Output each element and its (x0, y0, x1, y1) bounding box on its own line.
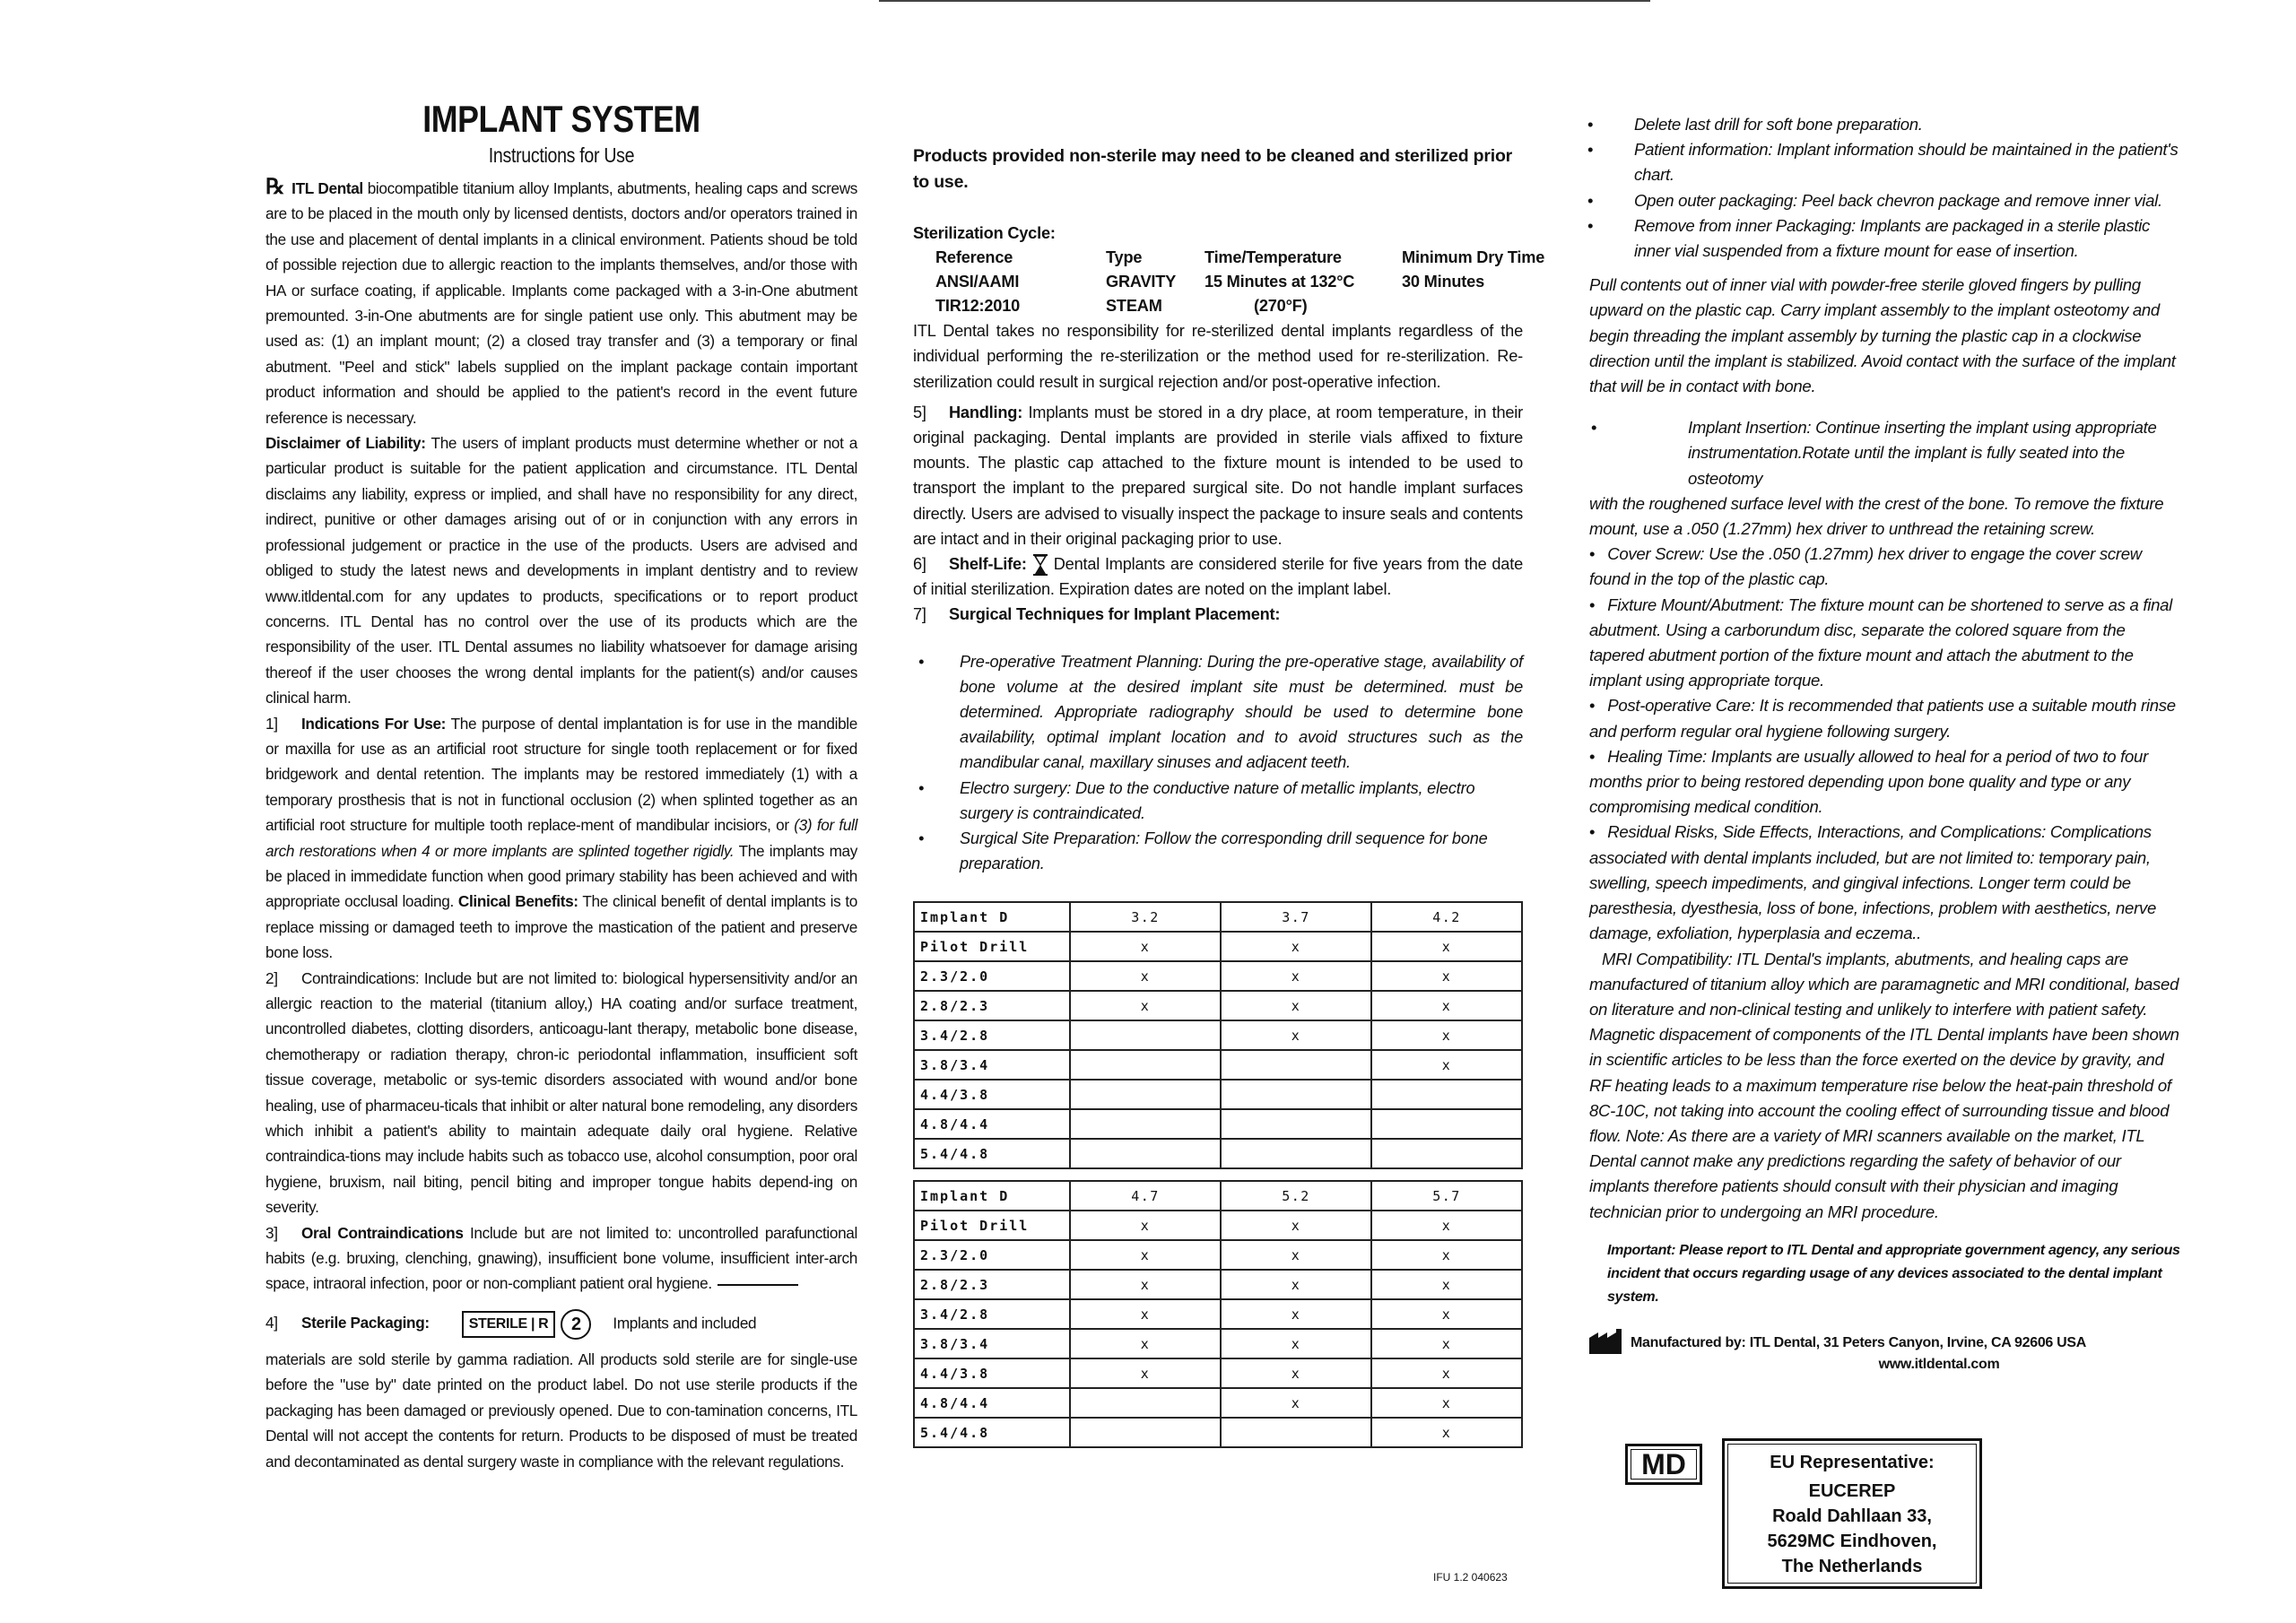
steril-cell: Reference (935, 248, 1013, 267)
insertion-lead-text: Implant Insertion: Continue inserting the implant using appropriate instrumentation.Rotate until the implant is fully seated into the osteotomy (1688, 418, 2157, 488)
clinical-benefits-heading: Clinical Benefits: (457, 892, 578, 911)
table-cell (1070, 1109, 1221, 1139)
steril-cell (1402, 294, 1581, 318)
steril-cell: (270°F) (1254, 297, 1308, 316)
table-cell (1371, 1139, 1522, 1168)
steril-cell: GRAVITY (1106, 273, 1177, 291)
disclaimer-paragraph (265, 430, 857, 710)
table-cell: x (1221, 932, 1371, 961)
column-right (1589, 112, 2181, 1376)
table-cell (1221, 1080, 1371, 1109)
steril-cell: Type (1106, 248, 1143, 267)
table-cell: x (1070, 1358, 1221, 1388)
table-cell: x (1221, 991, 1371, 1020)
table-cell (1070, 1418, 1221, 1447)
table-cell: 4.2 (1371, 902, 1522, 932)
table-cell: 2.3/2.0 (914, 961, 1070, 991)
sterile-r-label: R (538, 1316, 549, 1332)
section-4-heading-line (265, 1309, 857, 1340)
table-cell (1070, 1139, 1221, 1168)
table-row (914, 1329, 1522, 1358)
table-cell (1371, 1080, 1522, 1109)
right-item-text: Post-operative Care: It is recommended that patients use a suitable mouth rinse and perform regular oral hygiene following surgery. (1589, 696, 2176, 741)
table-cell: x (1371, 1329, 1522, 1358)
eu-rep-line: EUCEREP (1808, 1481, 1896, 1501)
column-left (265, 99, 857, 1474)
section-5-heading: Handling: (949, 403, 1023, 421)
table-row (914, 1358, 1522, 1388)
section-7-heading: Surgical Techniques for Implant Placement: (949, 605, 1281, 624)
table-cell: x (1070, 1211, 1221, 1240)
non-sterile-notice: Products provided non-sterile may need to be cleaned and sterilized prior to use. (913, 146, 1513, 192)
pull-contents-text: Pull contents out of inner vial with powder-free sterile gloved fingers by pulling upward on the plastic cap. Carry implant assembly to the implant osteotomy and begin threading the implant assembly by turning the plastic cap in a clockwise direction until the implant is stabilized. Avoid contact with the surface of the implant that will be in contact with bone. (1589, 275, 2176, 396)
section-2-text: Include but are not limited to: biological hypersensitivity and/or an allergic reaction to the material (titanium alloy,) HA coating and/or surface treatment, uncontrolled diabetes, clotting disorders, anticoagu-lant therapy, metabolic bone disease, chemotherapy or radiation therapy, chron-ic periodontal inflammation, insufficient soft tissue coverage, metabolic or sys-temic disorders associated with wound and/or bone healing, use of pharmaceu-ticals that inhibit or alter natural bone remodeling, any disorders which inhibit a patient's ability to maintain adequate daily oral hygiene. Relative contraindica-tions may include habits such as tobacco use, alcohol consumption, poor oral hygiene, bruxism, nail biting, pencil biting and improper tongue habits depend-ing on severity. (265, 968, 857, 1217)
table-cell (1070, 1050, 1221, 1080)
bullet-dot: • (1589, 822, 1596, 842)
table-cell: x (1221, 1270, 1371, 1299)
section-4-after: Implants and included (613, 1314, 757, 1332)
section-5-text: Implants must be stored in a dry place, at room temperature, in their original packaging. Dental implants are provided in sterile vials affixed to fixture mounts. The plastic cap attached to the fixture mount is intended to be used to transport the implant to the prepared surgical site. Do not handle implant surfaces directly. Users are advised to visually inspect the package to insure seals and contents are intact and in their original packaging prior to use. (913, 403, 1523, 548)
table-cell (1070, 1020, 1221, 1050)
table-cell: x (1371, 1418, 1522, 1447)
table-row (914, 1270, 1522, 1299)
table-cell: 3.4/2.8 (914, 1020, 1070, 1050)
section-7-number: 7] (913, 605, 926, 624)
table-header-row (914, 1181, 1522, 1211)
eu-rep-line: 5629MC Eindhoven, (1767, 1532, 1937, 1551)
section-6-shelf-life (913, 551, 1523, 602)
bullet-item: • Patient information: Implant information should be maintained in the patient's chart. (1589, 137, 2181, 187)
section-1-italic: (3) for full arch restorations when 4 or more implants are splinted together rigidly. (265, 816, 857, 860)
table-cell: x (1221, 1329, 1371, 1358)
intro-text: biocompatible titanium alloy Implants, abutments, healing caps and screws are to be placed in the mouth only by licensed dentists, doctors and/or operators trained in the use and placement of dental implants in a clinical environment. Patients shoud be told of possible rejection due to allergic reaction to the implants themselves, and/or those with HA or surface coating, if applicable. Implants come packaged with a 3-in-One abutment premounted. 3-in-One abutments are for single patient use only. This abutment may be used as: (1) an implant mount; (2) a closed tray transfer and (3) a temporary or final abutment. "Peel and stick" labels supplied on the implant package contain important product information and should be applied to the patient's record in the event future reference is necessary. (265, 179, 857, 427)
table-cell (1221, 1109, 1371, 1139)
steril-cell: Minimum Dry Time (1402, 248, 1545, 267)
drill-table-1 (913, 901, 1523, 1169)
table-cell: 4.7 (1070, 1181, 1221, 1211)
section-3-oral-contraindications (265, 1220, 857, 1297)
disclaimer-text: The users of implant products must determine whether or not a particular product is suitable for the patient application and circumstance. ITL Dental disclaims any liability, express or implied, and shall have no responsibility for any direct, indirect, punitive or other damages arising out of or in conjunction with any errors in professional judgement or practice in the use of the products. Users are advised and obliged to study the latest news and developments in implant dentistry and to review www.itldental.com for any updates to products, specifications or to report product concerns. ITL Dental has no control over the use of its products which are the responsibility of the user. ITL Dental assumes no liability whatsoever for damage arising thereof if the user chooses the wrong dental implants for the patient(s) and/or causes clinical harm. (265, 434, 857, 707)
section-6-text: Dental Implants are considered sterile for five years from the date of initial sterilization. Expiration dates are noted on the implant label. (913, 555, 1523, 599)
rx-icon: ℞ (265, 173, 285, 199)
manufacturer-icon (1589, 1329, 1627, 1354)
intro-brand: ITL Dental (291, 179, 363, 197)
table-cell (1221, 1050, 1371, 1080)
insertion-rest: with the roughened surface level with the crest of the bone. To remove the fixture mount, use a .050 (1.27mm) hex driver to unthread the retaining screw. (1589, 493, 2164, 539)
section-4-text: materials are sold sterile by gamma radiation. All products sold sterile are for single-use before the "use by" date printed on the product label. Do not use sterile products if the packaging has been damaged or previously opened. Due to con-tamination concerns, ITL Dental will not accept the contents for return. Products to be disposed of must be treated and decontaminated as dental surgery waste in compliance with the relevant regulations. (265, 1350, 857, 1471)
section-4-number: 4] (265, 1314, 278, 1332)
section-2-heading: Contraindications: (301, 968, 420, 987)
steril-cell: STEAM (1106, 297, 1162, 316)
md-symbol: MD (1625, 1444, 1702, 1485)
right-item (1589, 693, 2181, 743)
section-4-heading: Sterile Packaging: (301, 1314, 430, 1332)
table-cell: x (1070, 961, 1221, 991)
section-3-heading: Oral Contraindications (301, 1223, 464, 1242)
table-cell: 5.4/4.8 (914, 1418, 1070, 1447)
section-3-text: Include but are not limited to: uncontrolled parafunctional habits (e.g. bruxing, clenching, gnawing), insufficient bone volume, insufficient inter-arch space, intraoral infection, poor or non-compliant patient oral hygiene. (265, 1223, 857, 1293)
steril-cell: ANSI/AAMI (935, 273, 1020, 291)
table-cell: x (1221, 1388, 1371, 1418)
table-row (914, 991, 1522, 1020)
table-cell: x (1371, 932, 1522, 961)
table-cell: x (1371, 1240, 1522, 1270)
mri-compatibility: MRI Compatibility: ITL Dental's implants, abutments, and healing caps are manufactured of titanium alloy which are paramagnetic and MRI conditional, based on literature and non-clinical testing and unlikely to interfere with patient safety. Magnetic dispacement of components of the ITL Dental implants have been shown in scientific articles to be less than the force exerted on the device by gravity, and RF heating leads to a maximum temperature rise below the heat-pain threshold of 8C-10C, not taking into account the cooling effect of surrounding tissue and blood flow. Note: As there are a variety of MRI scanners available on the market, ITL Dental cannot make any predictions regarding the safety of behavior of our implants therefore patients should consult with their physician and imaging technician prior to undergoing an MRI procedure. (1589, 949, 2179, 1221)
table-cell: x (1070, 1329, 1221, 1358)
table-cell: x (1070, 1299, 1221, 1329)
table-cell: 3.8/3.4 (914, 1329, 1070, 1358)
table-cell (1221, 1139, 1371, 1168)
section-2-number: 2] (265, 968, 278, 987)
table-cell: 5.7 (1371, 1181, 1522, 1211)
clinical-benefits-text: The clinical benefit of dental implants is to replace missing or damaged teeth to improve the mastication of the patient and preserve bone loss. (265, 892, 857, 962)
bullet-item: • Surgical Site Preparation: Follow the corresponding drill sequence for bone preparation. (913, 826, 1523, 876)
table-cell: x (1371, 961, 1522, 991)
sterilization-heading: Sterilization Cycle: (913, 224, 1056, 242)
table-cell: x (1371, 1020, 1522, 1050)
website-text: www.itldental.com (1878, 1356, 2000, 1372)
bullet-dot: • (1589, 696, 1596, 716)
drill-table-2 (913, 1180, 1523, 1448)
table-cell: x (1371, 1299, 1522, 1329)
table-cell: 3.2 (1070, 902, 1221, 932)
hourglass-icon (1032, 553, 1048, 577)
table-cell: x (1221, 1240, 1371, 1270)
divider-line (718, 1284, 798, 1286)
table-cell (1070, 1080, 1221, 1109)
table-cell: x (1371, 1388, 1522, 1418)
table-cell: x (1070, 1240, 1221, 1270)
table-cell: x (1070, 1270, 1221, 1299)
table-cell: x (1221, 1211, 1371, 1240)
bullet-item: • Pre-operative Treatment Planning: During the pre-operative stage, availability of bone volume at the desired implant site must be determined. must be determined. Appropriate radiography should be used to determine bone availability, optimal implant location and to avoid structures such as the mandibular canal, maxillary sinuses and adjacent teeth. (913, 649, 1523, 776)
section-1-text-2: The implants may be placed in immedidate function when good primary stability has been achieved and with appropriate occlusal loading. (265, 841, 857, 911)
section-2-contraindications (265, 966, 857, 1220)
table-cell: x (1371, 1211, 1522, 1240)
table-row (914, 1080, 1522, 1109)
table-row (914, 932, 1522, 961)
manufacturer-text: Manufactured by: ITL Dental, 31 Peters Canyon, Irvine, CA 92606 USA (1631, 1334, 2087, 1350)
right-item-text: Residual Risks, Side Effects, Interactions, and Complications: Complications associated with dental implants included, but are not limited to: temporary pain, swelling, speech impediments, and gingival infections. Longer term could be paresthesia, dyesthesia, loss of bone, infections, problem with aesthetics, nerve damage, exfoliation, hyperplasia and eczema.. (1589, 822, 2157, 943)
section-5-handling (913, 400, 1523, 551)
table-cell (1070, 1388, 1221, 1418)
table-cell: x (1221, 961, 1371, 991)
table-cell: Implant D (914, 902, 1070, 932)
surgical-bullets (913, 649, 1523, 877)
important-notice: Important: Please report to ITL Dental and appropriate government agency, any serious incident that occurs regarding usage of any devices associated to the dental implant system. (1607, 1242, 2180, 1305)
right-item (1589, 820, 2181, 946)
steril-cell: TIR12:2010 (935, 297, 1021, 316)
eu-rep-line: The Netherlands (1781, 1557, 1923, 1576)
section-7-heading-line (913, 602, 1523, 627)
right-item-text: Cover Screw: Use the .050 (1.27mm) hex driver to engage the cover screw found in the top of the plastic cap. (1589, 544, 2142, 589)
table-cell (1221, 1418, 1371, 1447)
table-cell: Pilot Drill (914, 1211, 1070, 1240)
bullet-item: • Electro surgery: Due to the conductive nature of metallic implants, electro surgery is contraindicated. (913, 776, 1523, 826)
resterilization-text: ITL Dental takes no responsibility for re-sterilized dental implants regardless of the individual performing the re-sterilization or the method used for re-sterilization. Re-sterilization could result in surgical rejection and/or post-operative infection. (913, 322, 1523, 391)
table-row (914, 1418, 1522, 1447)
section-1-heading: Indications For Use: (301, 714, 447, 733)
column-middle (913, 143, 1545, 1448)
insertion-lead (1589, 415, 2181, 491)
table-cell: 3.8/3.4 (914, 1050, 1070, 1080)
sterilization-cycle-grid (935, 246, 1545, 318)
table-cell: x (1221, 1299, 1371, 1329)
page-title: IMPLANT SYSTEM (422, 98, 700, 140)
table-cell: Implant D (914, 1181, 1070, 1211)
intro-paragraph (265, 174, 857, 430)
table-cell: 2.8/2.3 (914, 991, 1070, 1020)
right-item (1589, 593, 2181, 694)
table-row (914, 1211, 1522, 1240)
page-subtitle: Instructions for Use (488, 143, 635, 167)
table-cell: x (1371, 991, 1522, 1020)
bullet-dot: • (1589, 595, 1596, 614)
right-item-text: Healing Time: Implants are usually allowed to heal for a period of two to four months prior to being restored depending upon bone quality and type or any compromising medical condition. (1589, 746, 2148, 817)
section-5-number: 5] (913, 403, 926, 421)
section-6-number: 6] (913, 555, 926, 574)
eu-representative-box (1722, 1438, 1982, 1589)
table-cell: 3.4/2.8 (914, 1299, 1070, 1329)
table-row (914, 1139, 1522, 1168)
table-row (914, 1020, 1522, 1050)
table-cell: 4.8/4.4 (914, 1109, 1070, 1139)
disclaimer-heading: Disclaimer of Liability: (265, 434, 426, 453)
table-cell: x (1221, 1020, 1371, 1050)
bullet-item: • Remove from inner Packaging: Implants are packaged in a sterile plastic inner vial suspended from a fixture mount for ease of insertion. (1589, 213, 2181, 264)
bullet-item: • Open outer packaging: Peel back chevron package and remove inner vial. (1589, 188, 2181, 213)
single-use-icon: 2 (561, 1309, 591, 1340)
table-cell: 2.8/2.3 (914, 1270, 1070, 1299)
table-row (914, 1050, 1522, 1080)
table-cell: x (1371, 1270, 1522, 1299)
section-3-number: 3] (265, 1223, 278, 1242)
sterile-label: STERILE (468, 1316, 527, 1332)
steril-cell: 30 Minutes (1402, 273, 1484, 291)
table-row (914, 1240, 1522, 1270)
right-top-bullets (1589, 112, 2181, 264)
eu-rep-line: Roald Dahllaan 33, (1772, 1506, 1932, 1526)
table-cell: 4.4/3.8 (914, 1080, 1070, 1109)
right-item-text: Fixture Mount/Abutment: The fixture mount can be shortened to serve as a final abutment. Using a carborundum disc, separate the colored square from the tapered abutment portion of the fixture mount and attach the abutment to the implant using appropriate torque. (1589, 595, 2173, 690)
table-cell: x (1371, 1050, 1522, 1080)
steril-cell: Time/Temperature (1205, 248, 1342, 267)
table-row (914, 961, 1522, 991)
section-6-heading: Shelf-Life: (949, 555, 1027, 574)
table-cell: x (1070, 932, 1221, 961)
section-1-text: The purpose of dental implantation is for use in the mandible or maxilla for use as an artificial root structure for single tooth replacement or for fixed bridgework and dental retention. The implants may be restored immediately (1) with a temporary prosthesis that is not in functional occlusion (2) when splinted together as an artificial root structure for multiple tooth replace-ment of mandibular incisiors, or (265, 714, 857, 835)
table-row (914, 1299, 1522, 1329)
table-cell: x (1221, 1358, 1371, 1388)
bullet-dot: • (1589, 746, 1596, 766)
table-header-row (914, 902, 1522, 932)
steril-cell: 15 Minutes at 132°C (1205, 273, 1355, 291)
bullet-item: • Delete last drill for soft bone preparation. (1589, 112, 2181, 137)
table-cell: Pilot Drill (914, 932, 1070, 961)
ifu-version: IFU 1.2 040623 (1433, 1571, 1508, 1584)
section-1-number: 1] (265, 714, 278, 733)
table-cell: x (1371, 1358, 1522, 1388)
table-cell: 4.4/3.8 (914, 1358, 1070, 1388)
table-cell: 3.7 (1221, 902, 1371, 932)
table-cell: x (1070, 991, 1221, 1020)
table-cell: 4.8/4.4 (914, 1388, 1070, 1418)
bullet-dot: • (1591, 418, 1597, 438)
table-row (914, 1388, 1522, 1418)
table-cell: 2.3/2.0 (914, 1240, 1070, 1270)
table-cell (1371, 1109, 1522, 1139)
right-item (1589, 542, 2181, 592)
section-1-indications (265, 711, 857, 966)
eu-rep-title: EU Representative: (1770, 1453, 1935, 1472)
right-item (1589, 744, 2181, 820)
sterile-r-icon: STERILE | R (462, 1311, 556, 1338)
top-rule (879, 0, 1650, 2)
table-cell: 5.4/4.8 (914, 1139, 1070, 1168)
table-cell: 5.2 (1221, 1181, 1371, 1211)
table-row (914, 1109, 1522, 1139)
manufacturer-block (1589, 1329, 2181, 1376)
bullet-dot: • (1589, 544, 1596, 564)
